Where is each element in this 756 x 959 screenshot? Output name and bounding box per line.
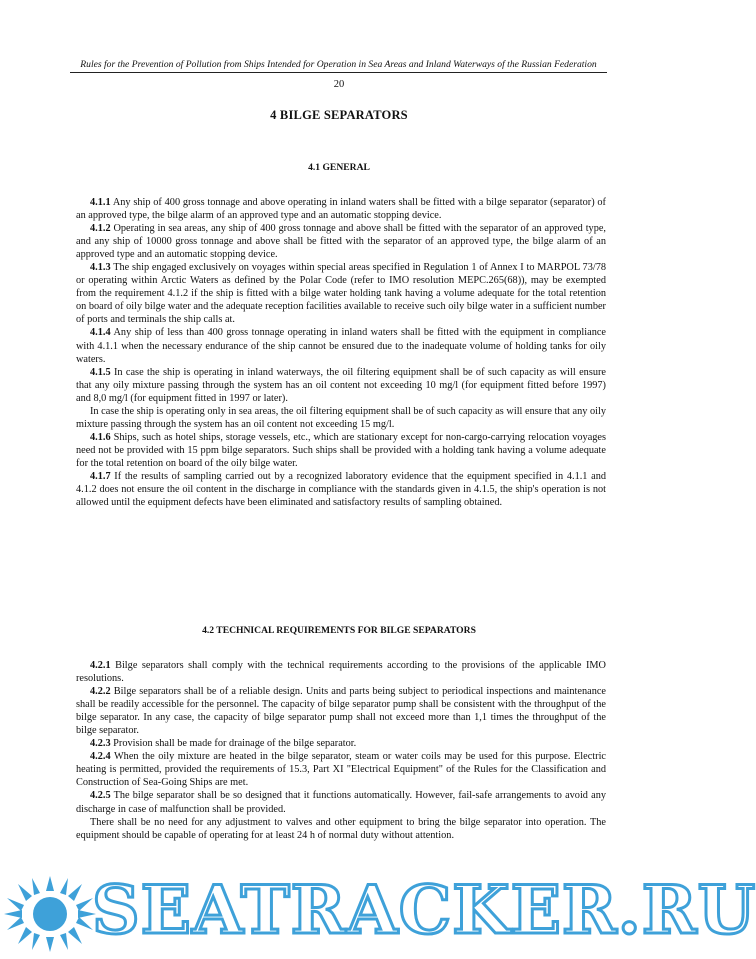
paragraph-4-1-5-sea — [76, 405, 606, 431]
paragraph-4-2-5 — [76, 789, 606, 815]
section-title-general: 4.1 GENERAL — [308, 162, 370, 173]
clause-text: The bilge separator shall be so designed that it functions automatically. However, fail-safe arrangements to avoid any discharge in case of malfunction shall be provided. — [76, 790, 606, 815]
clause-number: 4.2.1 — [90, 660, 111, 671]
clause-number: 4.2.5 — [90, 790, 111, 802]
clause-text: When the oily mixture are heated in the bilge separator, steam or water coils may be used for this purpose. Electric heating is permitted, provided the requirements of 15.3, Part XI "Electrical Equipment" of the Rules for the Classification and Construction of Sea-Going Ships are met. — [76, 751, 606, 789]
clause-number: 4.2.4 — [90, 751, 111, 763]
clause-text: Any ship of 400 gross tonnage and above operating in inland waters shall be fitted with a bilge separator (separator) of an approved type, the bilge alarm of an approved type and an automatic stopping device. — [76, 197, 606, 222]
clause-number: 4.1.2 — [90, 223, 111, 235]
paragraph-4-1-5 — [76, 366, 606, 405]
clause-text: Ships, such as hotel ships, storage vessels, etc., which are stationary except for non-cargo-carrying relocation voyages need not be provided with 15 ppm bilge separators. Such ships shall be provided with a holding tank having a volume adequate for the total retention on board of the oily bilge water. — [76, 431, 607, 469]
clause-text: Operating in sea areas, any ship of 400 gross tonnage and above shall be fitted with the separator of an approved type, and any ship of 10000 gross tonnage and above shall be fitted with the separator of an approved type, the bilge alarm of an approved type and an automatic stopping device. — [76, 223, 606, 261]
clause-number: 4.1.6 — [90, 431, 111, 443]
paragraph-4-1-3 — [76, 261, 606, 326]
paragraph-4-1-4 — [76, 326, 606, 365]
paragraph-4-1-7 — [76, 470, 606, 509]
clause-number: 4.2.2 — [90, 686, 111, 698]
clause-number: 4.1.4 — [90, 327, 111, 339]
clause-text: In case the ship is operating in inland waterways, the oil filtering equipment shall be of such capacity as will ensure that any oily mixture passing through the system has an oil content not exceeding 10 mg/l (for equipment fitted before 1997) and 8,0 mg/l (for equipment fitted in 1997 or later). — [76, 366, 606, 404]
clause-text: Any ship of less than 400 gross tonnage operating in inland waters shall be fitted with the equipment in compliance with 4.1.1 when the necessary endurance of the ship cannot be ensured due to the inadequate volume of holding tanks for oily waters. — [76, 327, 606, 365]
page-number: 20 — [333, 79, 345, 90]
chapter-title: 4 BILGE SEPARATORS — [270, 108, 408, 122]
clause-number: 4.1.5 — [90, 366, 111, 378]
watermark-text: SEATRACKER.RU — [92, 871, 756, 949]
paragraph-4-2-4 — [76, 750, 606, 789]
running-header: Rules for the Prevention of Pollution from Ships Intended for Operation in Sea Areas and Inland Waterways of the Russian Federation — [70, 59, 607, 73]
sun-icon — [2, 876, 102, 952]
clause-number: 4.1.7 — [90, 470, 111, 482]
section-title-technical: 4.2 TECHNICAL REQUIREMENTS FOR BILGE SEPARATORS — [202, 625, 476, 636]
paragraph-4-2-1 — [76, 659, 606, 685]
clause-text: Bilge separators shall be of a reliable design. Units and parts being subject to periodical inspections and maintenance shall be readily accessible for the personnel. The capacity of bilge separator pump shall be consistent with the throughput of the bilge separator. In any case, the capacity of bilge separator pump shall not exceed more than 1,1 times the throughput of the bilge separator. — [76, 686, 606, 737]
clause-number: 4.1.3 — [90, 262, 111, 274]
paragraph-4-2-2 — [76, 685, 606, 737]
clause-number: 4.2.3 — [90, 738, 111, 750]
paragraph-4-2-5-adjust — [76, 816, 606, 842]
clause-text: In case the ship is operating only in sea areas, the oil filtering equipment shall be of such capacity as will ensure that any oily mixture passing through the system has an oil content not exceeding 15 mg/l. — [76, 405, 606, 430]
clause-number: 4.1.1 — [90, 197, 111, 208]
clause-text: The ship engaged exclusively on voyages within special areas specified in Regulation 1 of Annex I to MARPOL 73/78 or operating within Arctic Waters as defined by the Polar Code (refer to IMO resolution MEPC.265(68)), may be exempted from the requirement 4.1.2 if the ship is fitted with a bilge water holding tank having a volume adequate for the total retention on board of oily bilge water and the adequate reception facilities available to receive such oily bilge water in a sufficient number of ports and terminals the ship calls at. — [76, 262, 607, 326]
paragraph-4-1-6 — [76, 431, 606, 470]
section-body-general — [76, 196, 606, 509]
clause-text: If the results of sampling carried out by a recognized laboratory evidence that the equipment specified in 4.1.1 and 4.1.2 does not ensure the oil content in the discharge in compliance with the standards given in 4.1.5, the ship's operation is not allowed until the equipment defects have been eliminated and satisfactory results of sampling obtained. — [76, 470, 606, 509]
clause-text: Bilge separators shall comply with the technical requirements according to the provisions of the applicable IMO resolutions. — [76, 660, 606, 685]
clause-text: Provision shall be made for drainage of the bilge separator. — [113, 738, 357, 750]
section-body-technical — [76, 659, 606, 842]
paragraph-4-1-1 — [76, 196, 606, 222]
clause-text: There shall be no need for any adjustment to valves and other equipment to bring the bilge separator into operation. The equipment should be capable of operating for at least 24 h of normal duty without attention. — [76, 816, 606, 841]
paragraph-4-2-3 — [76, 737, 606, 750]
watermark — [0, 871, 756, 952]
paragraph-4-1-2 — [76, 222, 606, 261]
